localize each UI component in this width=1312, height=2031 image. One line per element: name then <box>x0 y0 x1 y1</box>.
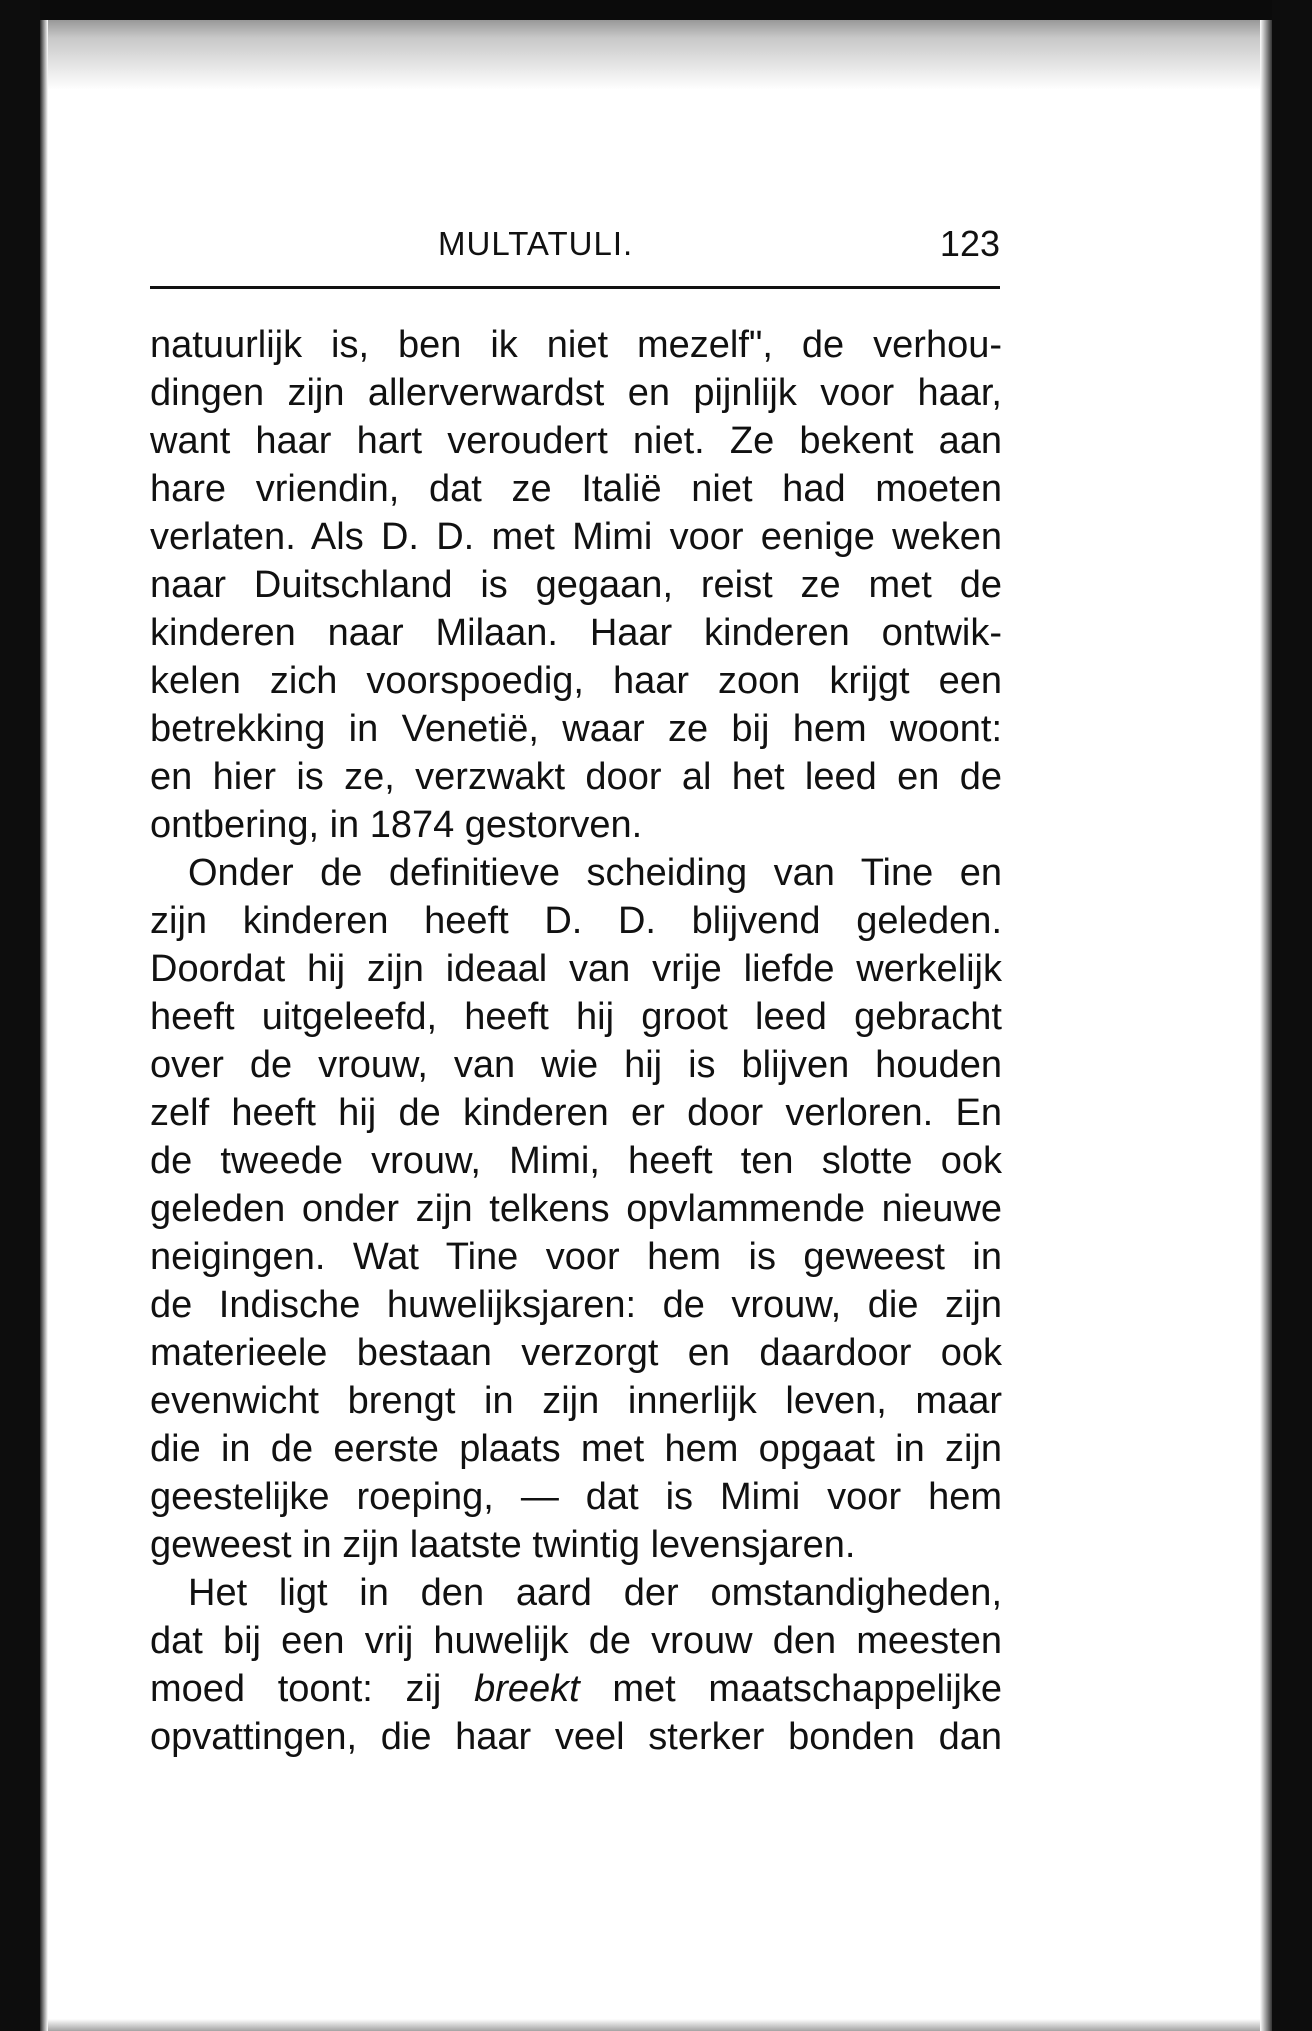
text-line: neigingen. Wat Tine voor hem is geweest in <box>150 1236 1002 1278</box>
scan-border-left <box>0 0 40 2031</box>
text-line: ontbering, in 1874 gestorven. <box>150 804 643 846</box>
text-line: heeft uitgeleefd, heeft hij groot leed gebracht <box>150 996 1002 1038</box>
text-line: naar Duitschland is gegaan, reist ze met de <box>150 564 1002 606</box>
text-line: materieele bestaan verzorgt en daardoor ook <box>150 1332 1002 1374</box>
text-line: geweest in zijn laatste twintig levensjaren. <box>150 1524 856 1566</box>
text-line: dat bij een vrij huwelijk de vrouw den meesten <box>150 1620 1002 1662</box>
scan-shadow-right <box>1260 20 1272 2031</box>
text-line: evenwicht brengt in zijn innerlijk leven, maar <box>150 1380 1002 1422</box>
text-line: dingen zijn allerverwardst en pijnlijk voor haar, <box>150 372 1002 414</box>
text-line: Onder de definitieve scheiding van Tine en <box>188 852 1002 894</box>
text-line: geestelijke roeping, — dat is Mimi voor hem <box>150 1476 1002 1518</box>
page-header <box>150 222 1000 266</box>
scan-shadow-bottom <box>48 2019 1260 2031</box>
text-line: kinderen naar Milaan. Haar kinderen ontwik- <box>150 612 1002 654</box>
text-line: opvattingen, die haar veel sterker bonden dan <box>150 1716 1002 1758</box>
text-line: Doordat hij zijn ideaal van vrije liefde werkelijk <box>150 948 1002 990</box>
text-segment: moed toont: zij <box>150 1668 475 1710</box>
text-line: over de vrouw, van wie hij is blijven houden <box>150 1044 1002 1086</box>
text-line: de tweede vrouw, Mimi, heeft ten slotte ook <box>150 1140 1002 1182</box>
text-line: kelen zich voorspoedig, haar zoon krijgt een <box>150 660 1002 702</box>
text-line-with-emphasis <box>150 1665 1002 1713</box>
text-line: geleden onder zijn telkens opvlammende nieuwe <box>150 1188 1002 1230</box>
text-line: betrekking in Venetië, waar ze bij hem woont: <box>150 708 1002 750</box>
text-line: verlaten. Als D. D. met Mimi voor eenige weken <box>150 516 1002 558</box>
scan-shadow-left <box>40 20 48 2031</box>
scan-border-right <box>1272 0 1312 2031</box>
emphasized-word: breekt <box>474 1668 580 1710</box>
text-line: en hier is ze, verzwakt door al het leed en de <box>150 756 1002 798</box>
text-line: want haar hart veroudert niet. Ze bekent aan <box>150 420 1002 462</box>
body-text <box>150 321 1002 1761</box>
text-line: zelf heeft hij de kinderen er door verloren. En <box>150 1092 1002 1134</box>
scan-border-top <box>0 0 1312 20</box>
text-line: de Indische huwelijksjaren: de vrouw, die zijn <box>150 1284 1002 1326</box>
text-line: Het ligt in den aard der omstandigheden, <box>188 1572 1002 1614</box>
text-line: hare vriendin, dat ze Italië niet had moeten <box>150 468 1002 510</box>
page-number: 123 <box>939 223 1000 264</box>
text-line: zijn kinderen heeft D. D. blijvend geleden. <box>150 900 1002 942</box>
text-line: natuurlijk is, ben ik niet mezelf", de verhou- <box>150 324 1002 366</box>
header-rule <box>150 286 1000 289</box>
text-line: die in de eerste plaats met hem opgaat in zijn <box>150 1428 1002 1470</box>
text-segment: met maatschappelijke <box>579 1668 1002 1710</box>
running-title: MULTATULI. <box>438 225 634 262</box>
scan-shadow-top <box>48 20 1260 90</box>
